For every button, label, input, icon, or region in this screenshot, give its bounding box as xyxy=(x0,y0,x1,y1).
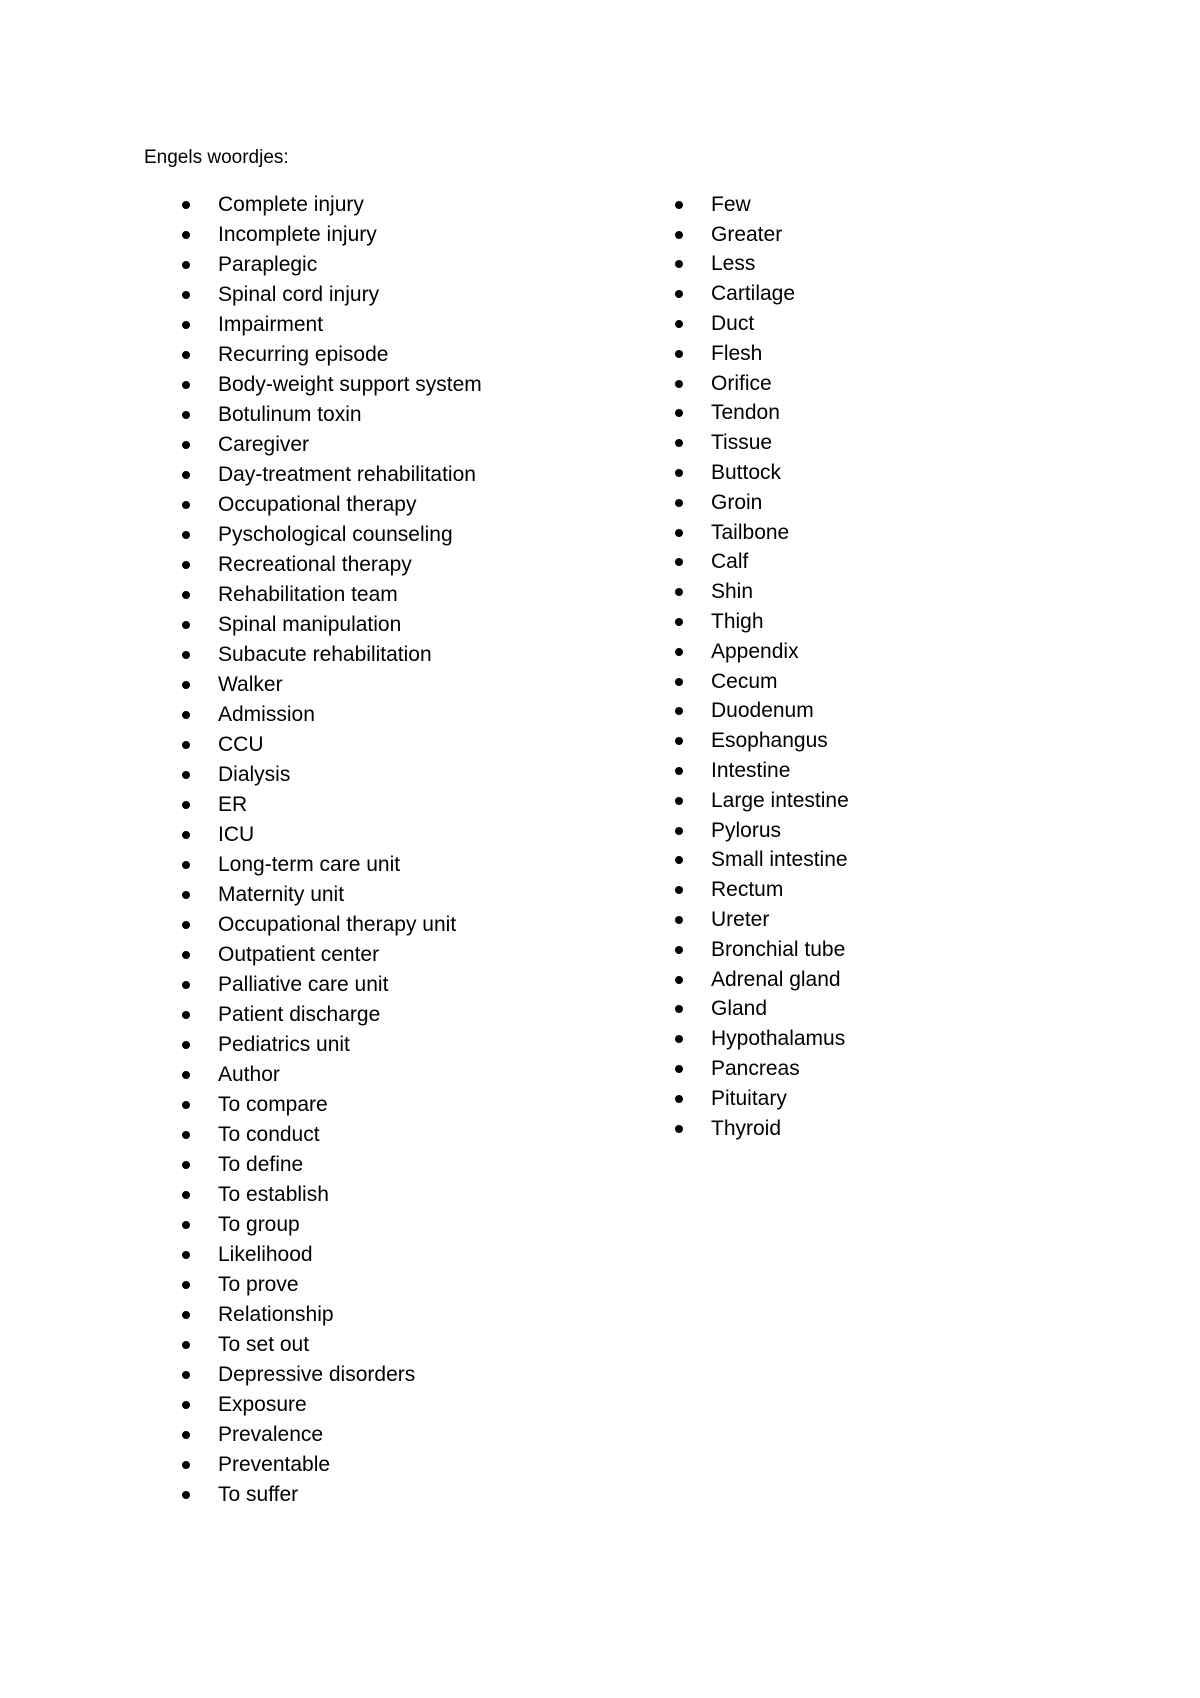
bullet-icon xyxy=(182,381,190,389)
list-item-text: Shin xyxy=(711,580,754,604)
bullet-icon xyxy=(182,531,190,539)
list-item-text: Complete injury xyxy=(218,193,364,216)
list-item-text: Recurring episode xyxy=(218,343,389,366)
list-item-text: Duodenum xyxy=(711,699,814,723)
list-item-text: Few xyxy=(711,192,751,216)
bullet-icon xyxy=(675,648,683,656)
list-item xyxy=(182,280,482,310)
bullet-icon xyxy=(675,976,683,984)
bullet-icon xyxy=(182,261,190,269)
bullet-icon xyxy=(675,1035,683,1043)
list-item xyxy=(182,910,482,940)
list-item xyxy=(182,1390,482,1420)
bullet-icon xyxy=(182,591,190,599)
list-item xyxy=(182,430,482,460)
list-item xyxy=(675,875,849,905)
list-item-text: To set out xyxy=(218,1333,310,1356)
bullet-icon xyxy=(182,501,190,509)
bullet-icon xyxy=(675,827,683,835)
list-item xyxy=(182,250,482,280)
list-item xyxy=(675,279,849,309)
list-item xyxy=(675,488,849,518)
bullet-icon xyxy=(182,1191,190,1199)
bullet-icon xyxy=(675,558,683,566)
list-item xyxy=(182,550,482,580)
list-item xyxy=(675,697,849,727)
list-item xyxy=(182,1450,482,1480)
list-item xyxy=(182,610,482,640)
bullet-icon xyxy=(182,981,190,989)
list-item-text: To compare xyxy=(218,1093,328,1116)
list-item-text: Outpatient center xyxy=(218,943,380,966)
list-item xyxy=(182,1420,482,1450)
list-item-text: Flesh xyxy=(711,341,763,365)
list-item-text: Calf xyxy=(711,550,749,574)
list-item xyxy=(675,1054,849,1084)
list-item-text: Rectum xyxy=(711,878,784,902)
bullet-icon xyxy=(182,831,190,839)
list-item xyxy=(182,1000,482,1030)
list-item-text: Recreational therapy xyxy=(218,553,412,576)
list-item xyxy=(675,607,849,637)
list-item-text: Thigh xyxy=(711,610,764,634)
list-item-text: Day-treatment rehabilitation xyxy=(218,463,476,486)
list-item-text: Prevalence xyxy=(218,1423,324,1446)
bullet-icon xyxy=(675,618,683,626)
list-item-text: Small intestine xyxy=(711,848,848,872)
left-word-list xyxy=(182,190,482,1510)
list-item xyxy=(182,1330,482,1360)
list-item xyxy=(675,905,849,935)
bullet-icon xyxy=(675,469,683,477)
list-item xyxy=(182,700,482,730)
bullet-icon xyxy=(675,797,683,805)
list-item xyxy=(675,369,849,399)
bullet-icon xyxy=(182,1131,190,1139)
list-item-text: ER xyxy=(218,793,248,816)
bullet-icon xyxy=(182,621,190,629)
bullet-icon xyxy=(182,951,190,959)
bullet-icon xyxy=(675,588,683,596)
list-item xyxy=(675,1084,849,1114)
bullet-icon xyxy=(675,856,683,864)
list-item-text: Tendon xyxy=(711,401,780,425)
list-item xyxy=(675,1114,849,1144)
bullet-icon xyxy=(675,767,683,775)
list-item xyxy=(675,190,849,220)
bullet-icon xyxy=(182,1221,190,1229)
bullet-icon xyxy=(182,1371,190,1379)
list-item xyxy=(675,339,849,369)
bullet-icon xyxy=(182,1401,190,1409)
list-item xyxy=(675,995,849,1025)
bullet-icon xyxy=(675,260,683,268)
list-item-text: Pediatrics unit xyxy=(218,1033,350,1056)
list-item-text: Tissue xyxy=(711,431,773,455)
list-item-text: Bronchial tube xyxy=(711,937,846,961)
bullet-icon xyxy=(182,291,190,299)
list-item-text: Pyschological counseling xyxy=(218,523,453,546)
bullet-icon xyxy=(675,1125,683,1133)
list-item-text: To prove xyxy=(218,1273,299,1296)
list-item-text: To establish xyxy=(218,1183,329,1206)
list-item xyxy=(182,310,482,340)
list-item xyxy=(675,965,849,995)
list-item xyxy=(675,458,849,488)
list-item-text: Tailbone xyxy=(711,520,790,544)
list-item-text: Walker xyxy=(218,673,283,696)
list-item-text: Gland xyxy=(711,997,768,1021)
list-item xyxy=(182,520,482,550)
list-item-text: Hypothalamus xyxy=(711,1027,846,1051)
list-item-text: Body-weight support system xyxy=(218,373,482,396)
bullet-icon xyxy=(182,1011,190,1019)
bullet-icon xyxy=(675,529,683,537)
list-item xyxy=(182,1240,482,1270)
list-item-text: Pylorus xyxy=(711,818,782,842)
list-item-text: Author xyxy=(218,1063,280,1086)
list-item xyxy=(675,250,849,280)
bullet-icon xyxy=(182,1251,190,1259)
list-item xyxy=(182,730,482,760)
list-item-text: To define xyxy=(218,1153,304,1176)
bullet-icon xyxy=(182,1281,190,1289)
list-item-text: Intestine xyxy=(711,759,791,783)
right-word-list xyxy=(675,190,849,1144)
list-item xyxy=(182,220,482,250)
list-item xyxy=(182,1030,482,1060)
list-item xyxy=(182,640,482,670)
bullet-icon xyxy=(182,1341,190,1349)
list-item xyxy=(675,935,849,965)
list-item xyxy=(182,1120,482,1150)
list-item-text: Ureter xyxy=(711,908,770,932)
list-item-text: To group xyxy=(218,1213,300,1236)
bullet-icon xyxy=(675,201,683,209)
list-item xyxy=(182,1270,482,1300)
bullet-icon xyxy=(675,320,683,328)
list-item-text: Cecum xyxy=(711,669,778,693)
list-item xyxy=(182,460,482,490)
list-item xyxy=(182,1180,482,1210)
bullet-icon xyxy=(675,1065,683,1073)
bullet-icon xyxy=(182,1041,190,1049)
list-item-text: To suffer xyxy=(218,1483,299,1506)
list-item-text: Groin xyxy=(711,490,763,514)
bullet-icon xyxy=(182,651,190,659)
list-item xyxy=(675,756,849,786)
bullet-icon xyxy=(182,1431,190,1439)
list-item xyxy=(182,490,482,520)
bullet-icon xyxy=(675,737,683,745)
list-item-text: Cartilage xyxy=(711,282,796,306)
list-item xyxy=(182,940,482,970)
list-item xyxy=(182,790,482,820)
list-item-text: Dialysis xyxy=(218,763,291,786)
list-item-text: Rehabilitation team xyxy=(218,583,398,606)
bullet-icon xyxy=(182,561,190,569)
bullet-icon xyxy=(182,441,190,449)
list-item xyxy=(675,846,849,876)
bullet-icon xyxy=(182,1491,190,1499)
bullet-icon xyxy=(182,231,190,239)
list-item xyxy=(675,518,849,548)
list-item-text: Admission xyxy=(218,703,315,726)
bullet-icon xyxy=(182,921,190,929)
bullet-icon xyxy=(675,1095,683,1103)
bullet-icon xyxy=(182,1101,190,1109)
bullet-icon xyxy=(675,916,683,924)
list-item-text: Appendix xyxy=(711,639,799,663)
list-item xyxy=(675,220,849,250)
bullet-icon xyxy=(675,678,683,686)
list-item-text: Pituitary xyxy=(711,1086,787,1110)
bullet-icon xyxy=(182,891,190,899)
list-item xyxy=(675,399,849,429)
bullet-icon xyxy=(675,290,683,298)
list-item-text: Subacute rehabilitation xyxy=(218,643,432,666)
list-item-text: Thyroid xyxy=(711,1116,782,1140)
list-item-text: Large intestine xyxy=(711,788,849,812)
list-item xyxy=(675,786,849,816)
list-item xyxy=(182,190,482,220)
list-item-text: Relationship xyxy=(218,1303,334,1326)
list-item xyxy=(182,1210,482,1240)
bullet-icon xyxy=(675,946,683,954)
document-heading: Engels woordjes: xyxy=(144,147,289,168)
list-item-text: Exposure xyxy=(218,1393,307,1416)
list-item-text: Adrenal gland xyxy=(711,967,841,991)
list-item xyxy=(675,428,849,458)
list-item-text: Duct xyxy=(711,312,755,336)
list-item-text: Paraplegic xyxy=(218,253,318,276)
bullet-icon xyxy=(182,861,190,869)
bullet-icon xyxy=(675,1005,683,1013)
list-item xyxy=(182,400,482,430)
list-item-text: Esophangus xyxy=(711,729,828,753)
list-item xyxy=(182,820,482,850)
list-item xyxy=(182,1090,482,1120)
bullet-icon xyxy=(182,741,190,749)
list-item-text: Buttock xyxy=(711,461,782,485)
list-item-text: ICU xyxy=(218,823,255,846)
list-item-text: Occupational therapy xyxy=(218,493,417,516)
list-item-text: Patient discharge xyxy=(218,1003,381,1026)
list-item xyxy=(675,667,849,697)
bullet-icon xyxy=(675,499,683,507)
bullet-icon xyxy=(182,471,190,479)
list-item-text: Botulinum toxin xyxy=(218,403,362,426)
list-item-text: Impairment xyxy=(218,313,324,336)
list-item-text: Preventable xyxy=(218,1453,331,1476)
bullet-icon xyxy=(675,231,683,239)
bullet-icon xyxy=(182,1161,190,1169)
bullet-icon xyxy=(675,707,683,715)
list-item-text: Long-term care unit xyxy=(218,853,401,876)
bullet-icon xyxy=(182,351,190,359)
list-item-text: Less xyxy=(711,252,756,276)
bullet-icon xyxy=(182,681,190,689)
bullet-icon xyxy=(675,886,683,894)
list-item-text: Spinal manipulation xyxy=(218,613,402,636)
bullet-icon xyxy=(675,439,683,447)
list-item-text: Spinal cord injury xyxy=(218,283,380,306)
bullet-icon xyxy=(182,321,190,329)
list-item-text: Occupational therapy unit xyxy=(218,913,457,936)
bullet-icon xyxy=(182,1071,190,1079)
list-item xyxy=(182,370,482,400)
list-item xyxy=(182,1300,482,1330)
list-item xyxy=(182,1480,482,1510)
list-item xyxy=(182,580,482,610)
list-item xyxy=(182,970,482,1000)
list-item-text: Palliative care unit xyxy=(218,973,389,996)
list-item xyxy=(675,577,849,607)
list-item xyxy=(182,760,482,790)
list-item xyxy=(675,726,849,756)
bullet-icon xyxy=(182,711,190,719)
list-item xyxy=(182,880,482,910)
list-item xyxy=(182,1060,482,1090)
list-item-text: Caregiver xyxy=(218,433,310,456)
list-item xyxy=(675,1024,849,1054)
bullet-icon xyxy=(182,801,190,809)
list-item xyxy=(675,816,849,846)
list-item-text: Depressive disorders xyxy=(218,1363,416,1386)
bullet-icon xyxy=(182,1311,190,1319)
list-item xyxy=(182,1360,482,1390)
list-item-text: Greater xyxy=(711,222,783,246)
bullet-icon xyxy=(182,1461,190,1469)
list-item-text: CCU xyxy=(218,733,264,756)
bullet-icon xyxy=(182,411,190,419)
bullet-icon xyxy=(675,409,683,417)
list-item-text: Pancreas xyxy=(711,1057,800,1080)
list-item-text: Incomplete injury xyxy=(218,223,377,246)
bullet-icon xyxy=(182,201,190,209)
bullet-icon xyxy=(182,771,190,779)
list-item xyxy=(182,670,482,700)
list-item xyxy=(182,1150,482,1180)
list-item xyxy=(675,309,849,339)
list-item-text: To conduct xyxy=(218,1123,320,1146)
bullet-icon xyxy=(675,350,683,358)
list-item xyxy=(675,637,849,667)
bullet-icon xyxy=(675,380,683,388)
list-item-text: Orifice xyxy=(711,371,772,395)
list-item xyxy=(182,850,482,880)
list-item-text: Likelihood xyxy=(218,1243,313,1266)
list-item xyxy=(182,340,482,370)
list-item xyxy=(675,548,849,578)
list-item-text: Maternity unit xyxy=(218,883,345,906)
